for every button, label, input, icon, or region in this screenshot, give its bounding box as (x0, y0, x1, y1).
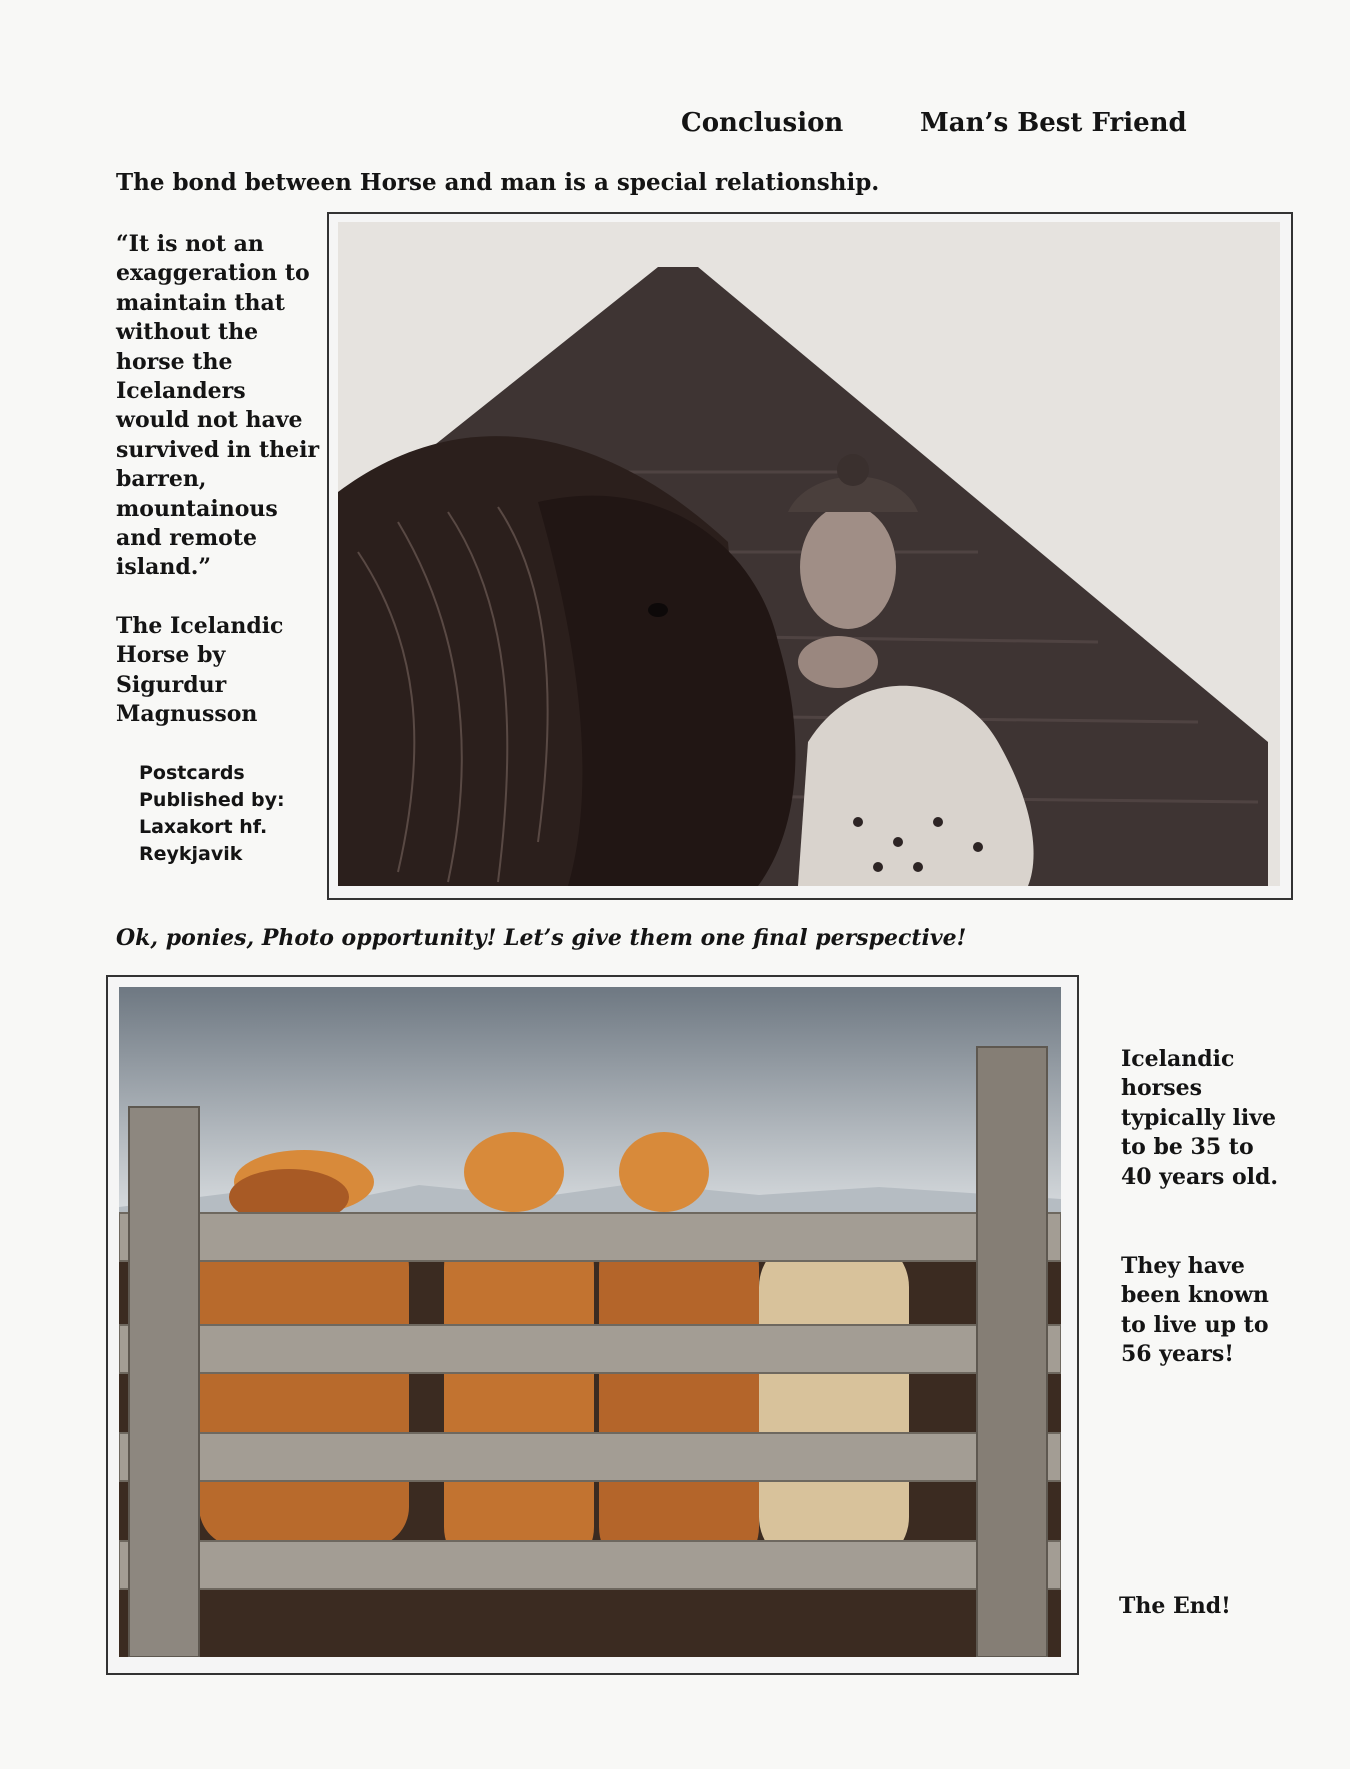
man-hand (798, 636, 878, 688)
section-heading: Conclusion (681, 108, 844, 138)
book-attribution: The Icelandic Horse by Sigurdur Magnusson (116, 613, 284, 728)
hat-pompom (837, 454, 869, 486)
record-fact: They have been known to live up to 56 years! (1121, 1253, 1269, 1368)
man-and-horse-photo (338, 222, 1280, 886)
page-title: Man’s Best Friend (920, 108, 1187, 138)
fence-post-right (977, 1047, 1047, 1657)
the-end: The End! (1119, 1593, 1231, 1619)
horse-bodies (199, 1217, 909, 1577)
horse-eye (648, 603, 668, 617)
bottom-photo-frame (106, 975, 1079, 1675)
photo-caption: Ok, ponies, Photo opportunity! Let’s give them one final perspective! (116, 925, 967, 951)
subtitle: The bond between Horse and man is a special relationship. (116, 169, 880, 196)
horses-fence-photo (119, 987, 1061, 1657)
man-face (800, 505, 896, 629)
quote-text: “It is not an exaggeration to maintain that without the horse the Icelanders would not have survived in their barren, mountainous and remote island.” (116, 231, 320, 581)
lifespan-fact: Icelandic horses typically live to be 35 to 40 years old. (1121, 1046, 1279, 1190)
fence-post-left (129, 1107, 199, 1657)
postcard-credit: Postcards Published by: Laxakort hf. Reykjavik (139, 762, 285, 865)
top-photo-frame (327, 212, 1293, 900)
